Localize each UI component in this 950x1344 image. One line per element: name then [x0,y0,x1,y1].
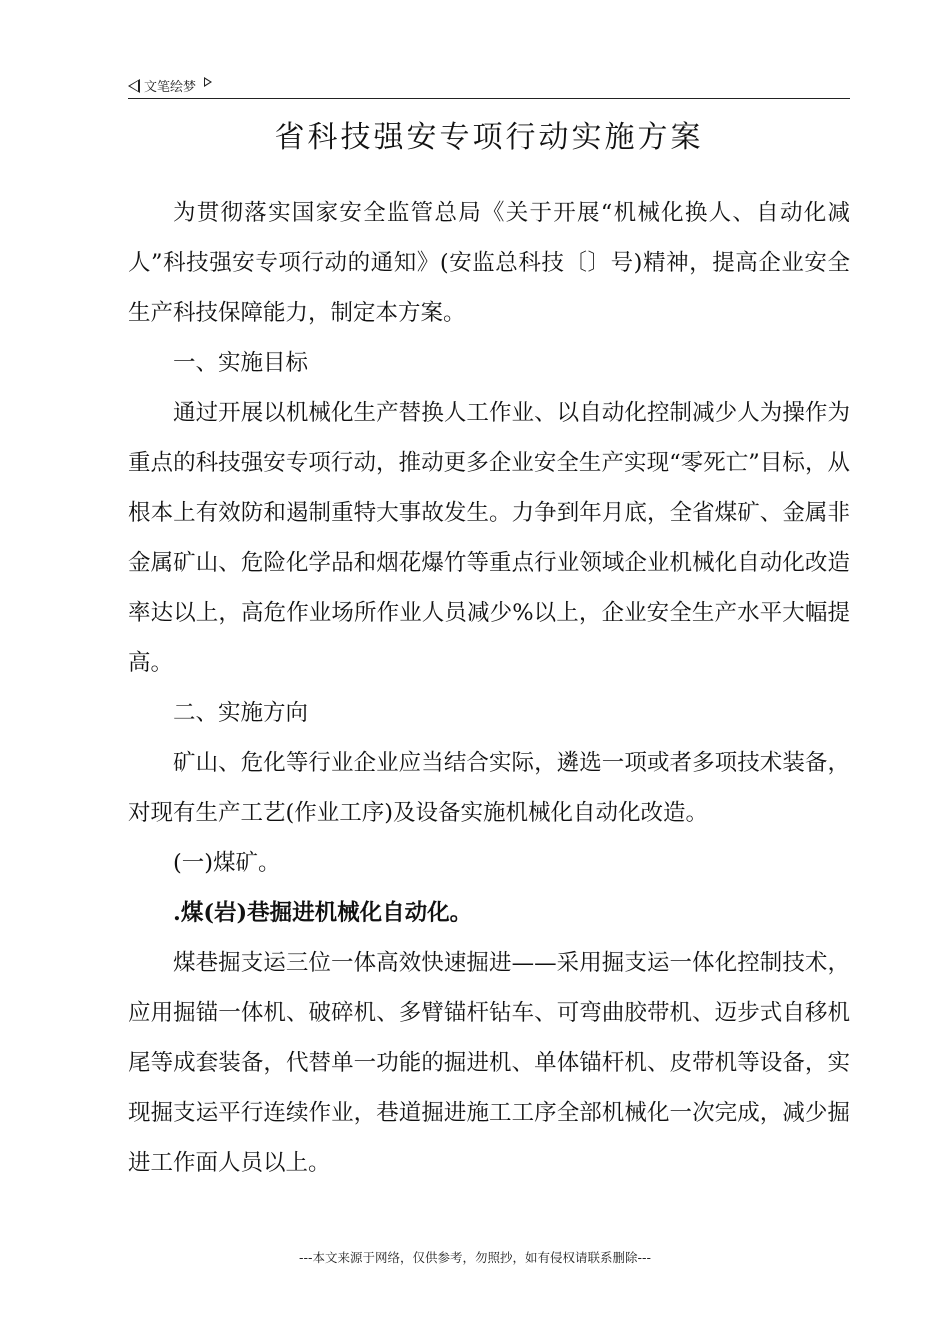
heading-section-1: 一、实施目标 [173,350,309,376]
triangle-left-icon [128,79,140,93]
paragraph-tunneling: 煤巷掘支运三位一体高效快速掘进——采用掘支运一体化控制技术，应用掘锚一体机、破碎机、多臂锚杆钻车、可弯曲胶带机、迈步式自移机尾等成套装备，代替单一功能的掘进机、单体锚杆机、皮带机等设备，实现掘支运平行连续作业，巷道掘进施工工序全部机械化一次完成，减少掘进工作面人员以上。 [128,950,850,1176]
paragraph-direction: 矿山、危化等行业企业应当结合实际，遴选一项或者多项技术装备，对现有生产工艺(作业工序)及设备实施机械化自动化改造。 [128,750,850,826]
triangle-right-icon [204,77,212,87]
heading-section-2: 二、实施方向 [173,700,309,726]
heading-item-tunneling: .煤(岩)巷掘进机械化自动化。 [173,900,473,926]
page-footer: ---本文来源于网络，仅供参考，勿照抄，如有侵权请联系删除--- [298,1250,652,1265]
paragraph-goals: 通过开展以机械化生产替换人工作业、以自动化控制减少人为操作为重点的科技强安专项行动，推动更多企业安全生产实现“零死亡”目标，从根本上有效防和遏制重特大事故发生。力争到年月底，全省煤矿、金属非金属矿山、危险化学品和烟花爆竹等重点行业领域企业机械化自动化改造率达以上，高危作业场所作业人员减少%以上，企业安全生产水平大幅提高。 [128,400,850,676]
header-brand-text: 文笔绘梦 [144,80,197,95]
paragraph-intro: 为贯彻落实国家安全监管总局《关于开展“机械化换人、自动化减人”科技强安专项行动的通知》(安监总科技〔〕号)精神，提高企业安全生产科技保障能力，制定本方案。 [128,200,850,326]
header-brand [128,76,212,95]
heading-subsection-coal: (一)煤矿。 [173,850,281,876]
document-body [128,188,850,1188]
document-title: 省科技强安专项行动实施方案 [274,120,704,155]
page-header [128,74,850,99]
